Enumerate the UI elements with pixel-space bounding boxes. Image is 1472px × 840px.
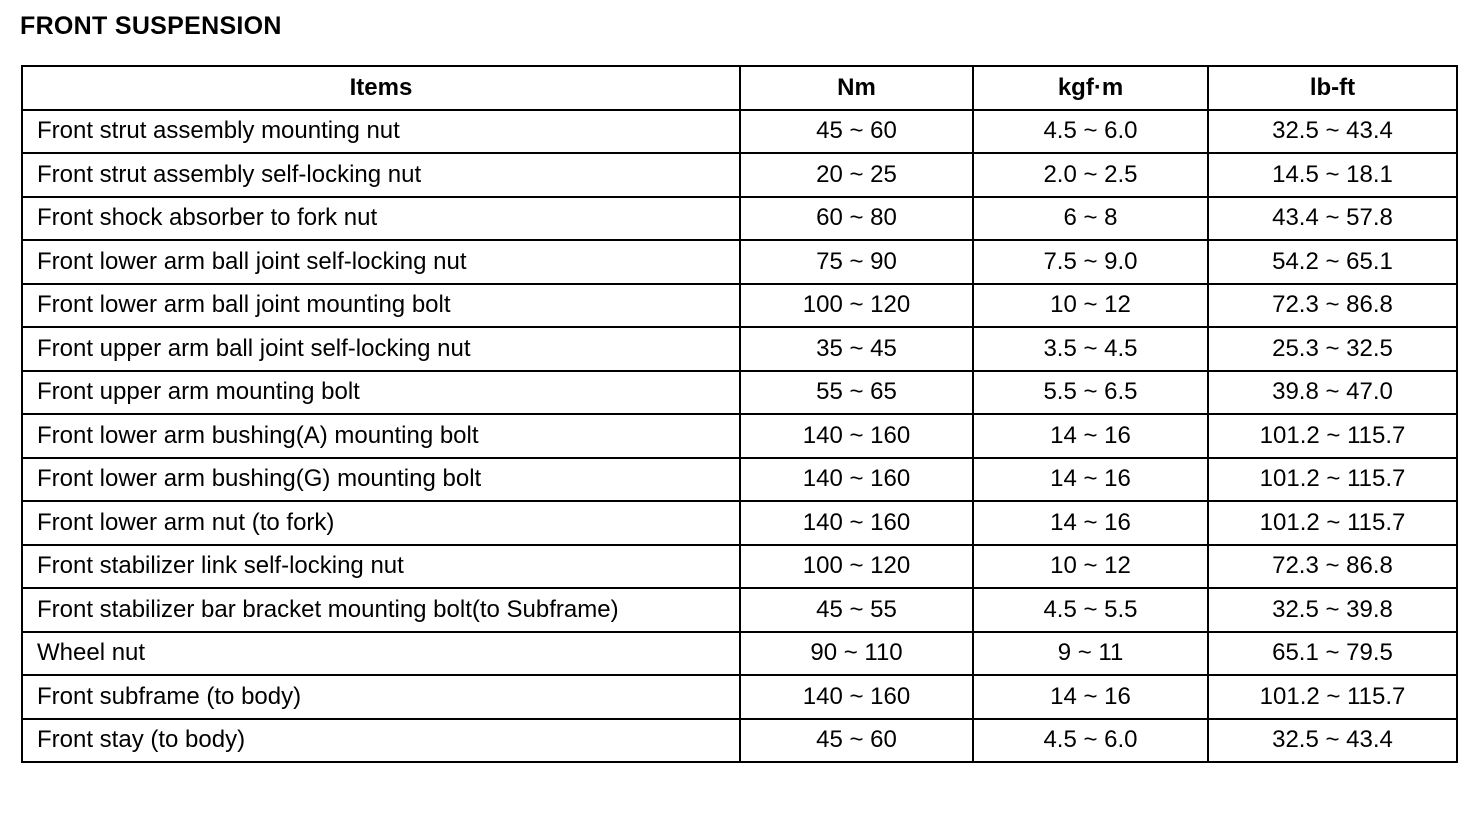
cell-nm: 140 ~ 160 xyxy=(740,675,973,719)
cell-lbft: 32.5 ~ 43.4 xyxy=(1208,719,1457,763)
cell-item: Front strut assembly mounting nut xyxy=(22,110,740,154)
cell-lbft: 101.2 ~ 115.7 xyxy=(1208,675,1457,719)
column-header-lbft: lb-ft xyxy=(1208,66,1457,110)
cell-nm: 35 ~ 45 xyxy=(740,327,973,371)
cell-item: Front lower arm nut (to fork) xyxy=(22,501,740,545)
cell-nm: 90 ~ 110 xyxy=(740,632,973,676)
table-row xyxy=(22,458,1457,502)
cell-kgfm: 9 ~ 11 xyxy=(973,632,1208,676)
table-row xyxy=(22,284,1457,328)
cell-nm: 45 ~ 60 xyxy=(740,110,973,154)
cell-nm: 140 ~ 160 xyxy=(740,501,973,545)
cell-nm: 45 ~ 60 xyxy=(740,719,973,763)
cell-kgfm: 4.5 ~ 5.5 xyxy=(973,588,1208,632)
cell-nm: 140 ~ 160 xyxy=(740,458,973,502)
cell-kgfm: 14 ~ 16 xyxy=(973,458,1208,502)
cell-kgfm: 5.5 ~ 6.5 xyxy=(973,371,1208,415)
cell-lbft: 72.3 ~ 86.8 xyxy=(1208,545,1457,589)
cell-nm: 140 ~ 160 xyxy=(740,414,973,458)
table-row xyxy=(22,632,1457,676)
cell-item: Front stabilizer link self-locking nut xyxy=(22,545,740,589)
table-row xyxy=(22,153,1457,197)
cell-item: Front lower arm bushing(A) mounting bolt xyxy=(22,414,740,458)
table-row xyxy=(22,675,1457,719)
cell-nm: 55 ~ 65 xyxy=(740,371,973,415)
cell-lbft: 25.3 ~ 32.5 xyxy=(1208,327,1457,371)
table-row xyxy=(22,414,1457,458)
cell-lbft: 101.2 ~ 115.7 xyxy=(1208,414,1457,458)
cell-kgfm: 14 ~ 16 xyxy=(973,501,1208,545)
cell-item: Front strut assembly self-locking nut xyxy=(22,153,740,197)
torque-spec-table xyxy=(21,65,1458,763)
table-row xyxy=(22,588,1457,632)
table-row xyxy=(22,719,1457,763)
table-row xyxy=(22,327,1457,371)
cell-lbft: 101.2 ~ 115.7 xyxy=(1208,458,1457,502)
cell-nm: 75 ~ 90 xyxy=(740,240,973,284)
cell-lbft: 101.2 ~ 115.7 xyxy=(1208,501,1457,545)
column-header-nm: Nm xyxy=(740,66,973,110)
cell-lbft: 72.3 ~ 86.8 xyxy=(1208,284,1457,328)
cell-kgfm: 3.5 ~ 4.5 xyxy=(973,327,1208,371)
cell-lbft: 39.8 ~ 47.0 xyxy=(1208,371,1457,415)
cell-lbft: 43.4 ~ 57.8 xyxy=(1208,197,1457,241)
cell-kgfm: 2.0 ~ 2.5 xyxy=(973,153,1208,197)
cell-kgfm: 7.5 ~ 9.0 xyxy=(973,240,1208,284)
cell-kgfm: 4.5 ~ 6.0 xyxy=(973,719,1208,763)
cell-item: Front shock absorber to fork nut xyxy=(22,197,740,241)
cell-item: Front lower arm ball joint self-locking nut xyxy=(22,240,740,284)
cell-lbft: 54.2 ~ 65.1 xyxy=(1208,240,1457,284)
cell-item: Front lower arm bushing(G) mounting bolt xyxy=(22,458,740,502)
cell-item: Front upper arm ball joint self-locking nut xyxy=(22,327,740,371)
table-row xyxy=(22,240,1457,284)
table-body xyxy=(22,110,1457,763)
cell-kgfm: 6 ~ 8 xyxy=(973,197,1208,241)
cell-lbft: 65.1 ~ 79.5 xyxy=(1208,632,1457,676)
cell-lbft: 32.5 ~ 39.8 xyxy=(1208,588,1457,632)
cell-nm: 100 ~ 120 xyxy=(740,284,973,328)
column-header-items: Items xyxy=(22,66,740,110)
cell-item: Front stay (to body) xyxy=(22,719,740,763)
table-row xyxy=(22,545,1457,589)
cell-kgfm: 4.5 ~ 6.0 xyxy=(973,110,1208,154)
cell-item: Wheel nut xyxy=(22,632,740,676)
table-row xyxy=(22,197,1457,241)
cell-nm: 20 ~ 25 xyxy=(740,153,973,197)
cell-kgfm: 10 ~ 12 xyxy=(973,545,1208,589)
page-title: FRONT SUSPENSION xyxy=(20,12,282,40)
column-header-kgfm: kgf·m xyxy=(973,66,1208,110)
cell-kgfm: 14 ~ 16 xyxy=(973,675,1208,719)
table-row xyxy=(22,110,1457,154)
cell-item: Front upper arm mounting bolt xyxy=(22,371,740,415)
cell-item: Front lower arm ball joint mounting bolt xyxy=(22,284,740,328)
table-header-row xyxy=(22,66,1457,110)
table-row xyxy=(22,371,1457,415)
cell-item: Front subframe (to body) xyxy=(22,675,740,719)
cell-lbft: 32.5 ~ 43.4 xyxy=(1208,110,1457,154)
cell-nm: 60 ~ 80 xyxy=(740,197,973,241)
cell-item: Front stabilizer bar bracket mounting bolt(to Subframe) xyxy=(22,588,740,632)
cell-kgfm: 14 ~ 16 xyxy=(973,414,1208,458)
cell-nm: 100 ~ 120 xyxy=(740,545,973,589)
cell-nm: 45 ~ 55 xyxy=(740,588,973,632)
table-row xyxy=(22,501,1457,545)
cell-lbft: 14.5 ~ 18.1 xyxy=(1208,153,1457,197)
cell-kgfm: 10 ~ 12 xyxy=(973,284,1208,328)
